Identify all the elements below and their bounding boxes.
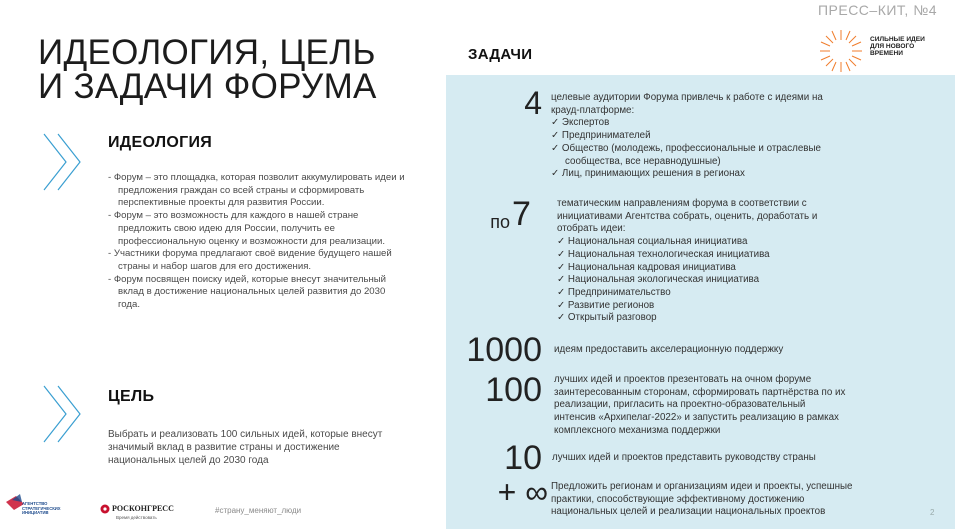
task-text [552, 452, 816, 465]
task-text-line: тематическим направлениям форума в соответствии с [557, 198, 807, 209]
tasks-heading: ЗАДАЧИ [468, 46, 533, 63]
task-number: 100 [485, 371, 542, 409]
task-text-line: Предложить регионам и организациям идеи и проекты, успешные [551, 481, 853, 492]
task-number: 1000 [466, 331, 542, 369]
ideology-item: - Форум посвящен поиску идей, которые внесут значительный вклад в достижение национальных целей развития до 2030 года. [108, 273, 386, 311]
task-text-line: комплексного механизма поддержки [554, 424, 721, 436]
logo-text-line: ВРЕМЕНИ [870, 50, 903, 57]
task-text-line: национальных целей и реализации национальных проектов [551, 506, 826, 518]
task-text-line: ✓ Экспертов [551, 117, 610, 129]
roscongress-logo-icon [100, 504, 110, 514]
task-text-line: крауд-платформе: [551, 104, 635, 116]
ideology-item: - Форум – это возможность для каждого в нашей стране предложить свою идею для России, получить ее профессиональную оценку и возможности для реализации. [108, 210, 386, 247]
task-text-line: интенсив «Архипелаг-2022» и запустить реализацию в рамках [554, 412, 839, 424]
task-text-line: ✓ Общество (молодежь, профессиональные и отраслевые [551, 142, 821, 154]
task-number: + ∞ [497, 474, 548, 510]
task-text [554, 374, 845, 438]
task-text-line: лучших идей и проектов презентовать на очном форуме [554, 374, 812, 385]
task-text [551, 481, 852, 519]
roscongress-slogan: Время действовать [116, 515, 157, 520]
task-text-line: отобрать идеи: [557, 223, 626, 235]
strong-ideas-logo-icon [818, 28, 864, 74]
task-prefix: по [490, 212, 510, 232]
page-title [38, 33, 377, 106]
logo-text-line: ДЛЯ НОВОГО [870, 43, 915, 50]
task-text-line: ✓ Национальная экологическая инициатива [557, 274, 760, 286]
task-text-line: реализации, пригласить на проектно-образовательный [554, 399, 806, 411]
task-text-line: заинтересованным сторонам, сформировать партнёрства по их [554, 386, 846, 398]
task-number: 4 [524, 85, 542, 121]
chevron-icon [38, 130, 86, 194]
task-text-line: ✓ Национальная социальная инициатива [557, 236, 748, 248]
task-text [557, 198, 817, 325]
chevron-icon [38, 382, 86, 446]
task-text-line: ✓ Национальная кадровая инициатива [557, 261, 736, 273]
logo-text [870, 36, 950, 57]
task-text-line: ✓ Открытый разговор [557, 312, 657, 324]
press-kit-label: ПРЕСС–КИТ, №4 [817, 2, 937, 18]
ideology-heading: ИДЕОЛОГИЯ [108, 134, 213, 151]
roscongress-logo-text: РОСКОНГРЕСС [112, 504, 174, 513]
page-number: 2 [930, 508, 935, 517]
asi-logo-line: АГЕНТСТВО [22, 501, 48, 506]
goal-heading: ЦЕЛЬ [108, 388, 155, 405]
ideology-list [108, 172, 408, 312]
page-title-line2: И ЗАДАЧИ ФОРУМА [38, 67, 377, 106]
task-text-line: идеям предоставить акселерационную поддержку [554, 344, 784, 355]
task-text-line: практики, способствующие эффективному достижению [551, 493, 805, 505]
task-text [554, 344, 783, 357]
page-title-line1: ИДЕОЛОГИЯ, ЦЕЛЬ [38, 33, 376, 72]
task-text-line: ✓ Предпринимательство [557, 286, 671, 298]
ideology-item: - Форум – это площадка, которая позволит аккумулировать идеи и предложения граждан со всей страны и сформировать перспективные проекты для развития России. [108, 172, 405, 209]
task-text [551, 92, 823, 181]
ideology-item: - Участники форума предлагают своё видение будущего нашей страны и набор шагов для его достижения. [108, 248, 392, 272]
task-text-line: сообщества, все неравнодушные) [565, 155, 721, 167]
task-text-line: ✓ Лиц, принимающих решения в регионах [551, 168, 745, 180]
task-number: 7 [512, 195, 531, 233]
asi-logo-line: СТРАТЕГИЧЕСКИХ [22, 505, 61, 511]
task-text-line: целевые аудитории Форума привлечь к работе с идеями на [551, 92, 823, 103]
task-text-line: лучших идей и проектов представить руководству страны [552, 452, 816, 463]
task-text-line: ✓ Развитие регионов [557, 299, 655, 311]
logo-text-line: СИЛЬНЫЕ ИДЕИ [870, 36, 925, 43]
hashtag: #страну_меняют_люди [215, 506, 302, 515]
goal-text: Выбрать и реализовать 100 сильных идей, которые внесут значимый вклад в развитие страны и достижение национальных целей до 2030 года [108, 429, 383, 466]
task-number: 10 [504, 439, 542, 477]
task-text-line: инициативами Агентства собрать, оценить, доработать и [557, 210, 818, 222]
task-text-line: ✓ Национальная технологическая инициатива [557, 248, 770, 260]
asi-logo-text [22, 502, 61, 516]
task-text-line: ✓ Предпринимателей [551, 130, 651, 142]
asi-logo-line: ИНИЦИАТИВ [22, 510, 49, 516]
